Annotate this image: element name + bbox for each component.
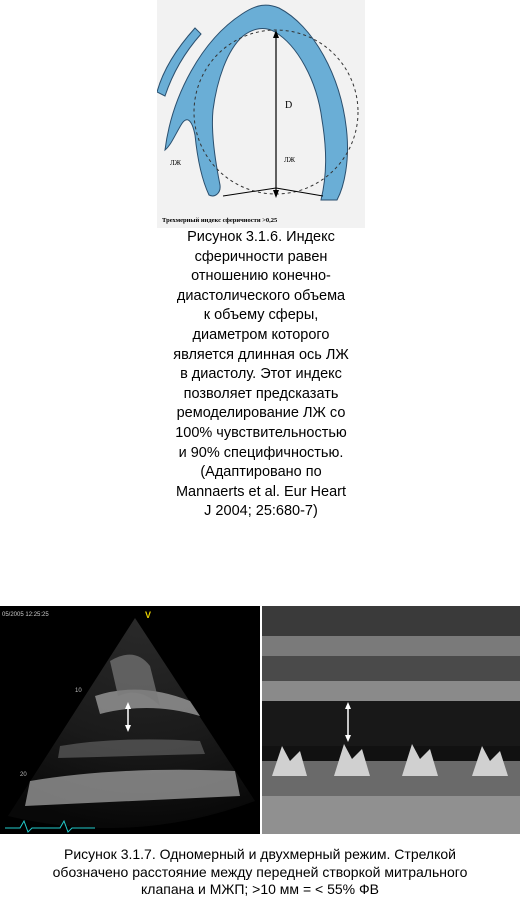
m-mode-trace: [262, 606, 520, 834]
echo-depth-10: 10: [75, 688, 82, 694]
m-mode-band-dark: [262, 701, 520, 746]
caption-line: Mannaerts et al. Eur Heart: [175, 483, 347, 500]
label-lv-left: ЛЖ: [170, 159, 182, 167]
sphericity-figure: [157, 0, 365, 228]
label-d: D: [285, 100, 293, 111]
caption-line: ремоделирование ЛЖ со: [176, 405, 346, 422]
caption-line: позволяет предсказать: [183, 385, 339, 402]
echo-m-mode-image: [262, 606, 520, 834]
caption-line: клапана и МЖП; >10 мм = < 55% ФВ: [141, 881, 379, 897]
echo-depth-20: 20: [20, 772, 27, 778]
base-line-right: [276, 188, 323, 196]
echo-2d-sector: [0, 606, 260, 834]
mitral-leaflet-4: [472, 746, 508, 776]
mitral-leaflet-2: [334, 744, 370, 776]
caption-line: к объему сферы,: [203, 307, 319, 324]
figure-3-1-7-caption: [0, 846, 520, 899]
m-mode-band-1: [262, 636, 520, 656]
caption-line: в диастолу. Этот индекс: [180, 366, 342, 383]
echo-marker: V: [145, 610, 152, 620]
caption-line: отношению конечно-: [191, 268, 331, 285]
caption-line: диастолического объема: [176, 287, 346, 304]
caption-line: Рисунок 3.1.6. Индекс: [187, 229, 335, 245]
figure-3-1-6-caption: [150, 228, 372, 522]
mitral-leaflet-1: [272, 746, 307, 776]
caption-line: J 2004; 25:680-7): [204, 503, 318, 520]
caption-line: и 90% специфичностью.: [178, 444, 344, 461]
caption-line: является длинная ось ЛЖ: [173, 346, 349, 363]
m-mode-band-3: [262, 681, 520, 701]
m-mode-band-top: [262, 606, 520, 636]
echo-timestamp: 05/2005 12:25:25: [2, 612, 49, 618]
m-mode-band-5: [262, 796, 520, 834]
base-line-left: [223, 188, 276, 196]
echo-2d-image: [0, 606, 260, 834]
caption-line: диаметром которого: [192, 326, 330, 343]
caption-line: Рисунок 3.1.7. Одномерный и двухмерный режим. Стрелкой: [64, 846, 456, 862]
mitral-leaflet-3: [402, 744, 438, 776]
lv-sphericity-diagram: [157, 0, 365, 228]
caption-line: сферичности равен: [194, 248, 328, 265]
diagram-caption: Трехмерный индекс сферичности >0,25: [162, 217, 278, 224]
m-mode-band-2: [262, 656, 520, 681]
caption-line: обозначено расстояние между передней створкой митрального: [52, 863, 468, 880]
label-lv-inner: ЛЖ: [284, 156, 296, 164]
caption-line: (Адаптировано по: [200, 464, 322, 481]
caption-line: 100% чувствительностью: [175, 424, 347, 441]
